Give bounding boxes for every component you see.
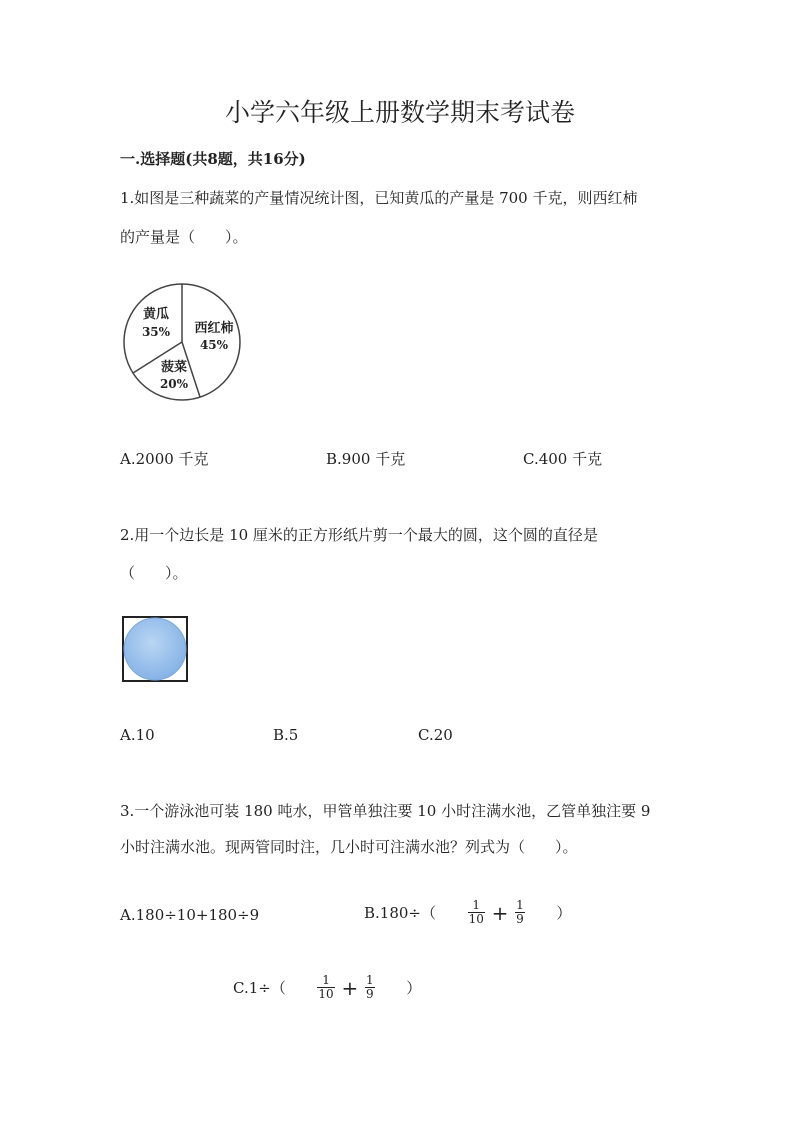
question-1-option-a[interactable]: A.2000 千克 xyxy=(120,450,209,468)
plus-sign: + xyxy=(491,900,509,925)
pie-pct-cucumber: 35% xyxy=(141,325,171,339)
fraction-denominator: 10 xyxy=(468,912,484,926)
question-1-line-1: 1.如图是三种蔬菜的产量情况统计图，已知黄瓜的产量是 700 千克，则西红柿 xyxy=(120,189,638,207)
question-3-option-a[interactable]: A.180÷10+180÷9 xyxy=(120,906,260,924)
pie-label-cucumber: 黄瓜 xyxy=(142,307,170,322)
fraction-one-ninth xyxy=(365,974,375,1001)
square-with-circle-figure xyxy=(121,615,191,685)
question-1-option-c[interactable]: C.400 千克 xyxy=(523,450,603,468)
question-2-option-a[interactable]: A.10 xyxy=(120,726,155,744)
question-1-option-b[interactable]: B.900 千克 xyxy=(326,450,406,468)
question-1-line-2: 的产量是（ ）。 xyxy=(120,228,248,246)
option-c-close-paren: ） xyxy=(406,978,422,997)
question-2-line-1: 2.用一个边长是 10 厘米的正方形纸片剪一个最大的圆，这个圆的直径是 xyxy=(120,526,598,544)
fraction-one-ninth xyxy=(515,899,525,926)
question-3-line-2: 小时注满水池。现两管同时注，几小时可注满水池？列式为（ ）。 xyxy=(120,838,578,856)
pie-label-spinach: 菠菜 xyxy=(160,360,188,375)
question-2-option-c[interactable]: C.20 xyxy=(418,726,453,744)
fraction-denominator: 9 xyxy=(366,987,374,1001)
question-2-option-b[interactable]: B.5 xyxy=(273,726,299,744)
pie-pct-spinach: 20% xyxy=(159,377,189,391)
pie-chart xyxy=(118,280,248,410)
question-3-option-c[interactable] xyxy=(233,974,421,1001)
pie-pct-tomato: 45% xyxy=(199,338,229,352)
option-b-prefix: B.180÷（ xyxy=(364,903,436,922)
option-c-prefix: C.1÷（ xyxy=(233,978,286,997)
question-2-line-2: （ ）。 xyxy=(120,564,188,582)
plus-sign: + xyxy=(341,975,359,1000)
question-3-line-1: 3.一个游泳池可装 180 吨水，甲管单独注要 10 小时注满水池，乙管单独注要 9 xyxy=(120,802,651,820)
section-heading: 一.选择题(共8题，共16分) xyxy=(120,150,306,168)
fraction-numerator: 1 xyxy=(516,898,524,912)
inscribed-circle xyxy=(124,618,186,680)
fraction-one-tenth xyxy=(468,899,485,926)
fraction-one-tenth xyxy=(317,974,334,1001)
option-b-close-paren: ） xyxy=(556,903,572,922)
fraction-numerator: 1 xyxy=(468,899,485,913)
fraction-numerator: 1 xyxy=(366,973,374,987)
pie-label-tomato: 西红柿 xyxy=(194,321,234,336)
fraction-denominator: 9 xyxy=(516,912,524,926)
page-title: 小学六年级上册数学期末考试卷 xyxy=(224,98,575,127)
fraction-numerator: 1 xyxy=(317,974,334,988)
fraction-denominator: 10 xyxy=(318,987,334,1001)
question-3-option-b[interactable] xyxy=(364,899,571,926)
